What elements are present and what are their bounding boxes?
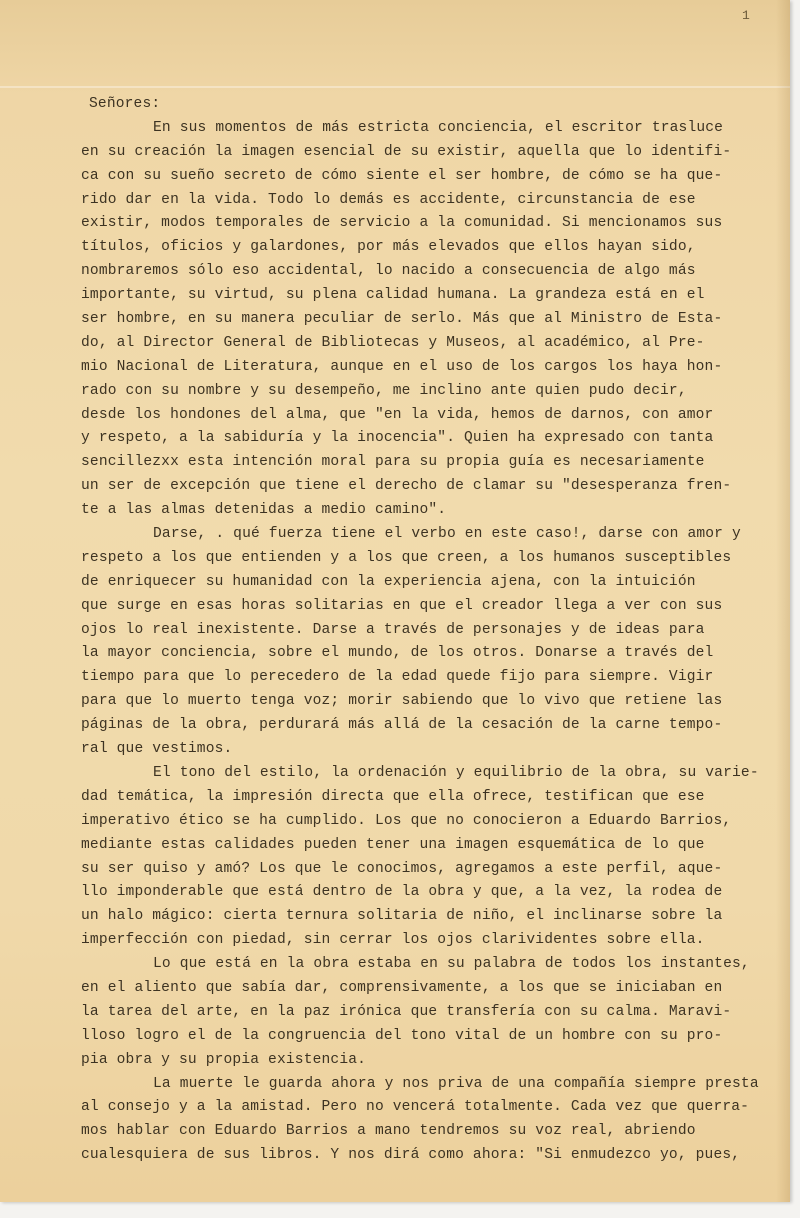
text-line: ral que vestimos.	[81, 741, 233, 758]
text-line: imperfección con piedad, sin cerrar los ojos clarividentes sobre ella.	[81, 932, 705, 949]
text-line: do, al Director General de Bibliotecas y Museos, al académico, al Pre-	[81, 334, 705, 351]
text-line: al consejo y a la amistad. Pero no vencerá totalmente. Cada vez que querra-	[81, 1099, 750, 1116]
document-body	[81, 93, 781, 1168]
text-line: su ser quiso y amó? Los que le conocimos, agregamos a este perfil, aque-	[81, 860, 723, 877]
text-line: imperativo ético se ha cumplido. Los que no conocieron a Eduardo Barrios,	[81, 812, 732, 829]
text-line: nombraremos sólo eso accidental, lo nacido a consecuencia de algo más	[81, 263, 696, 280]
text-line: lloso logro el de la congruencia del tono vital de un hombre con su pro-	[81, 1027, 723, 1044]
paper-fold-line	[0, 86, 790, 88]
text-line: ojos lo real inexistente. Darse a través de personajes y de ideas para	[81, 621, 705, 638]
text-line: llo imponderable que está dentro de la obra y que, a la vez, la rodea de	[81, 884, 723, 901]
text-line: sencillezxx esta intención moral para su propia guía es necesariamente	[81, 454, 705, 471]
salutation: Señores:	[89, 96, 161, 112]
text-line: cualesquiera de sus libros. Y nos dirá como ahora: "Si enmudezco yo, pues,	[81, 1147, 741, 1164]
text-line: para que lo muerto tenga voz; morir sabiendo que lo vivo que retiene las	[81, 693, 723, 710]
text-line: de enriquecer su humanidad con la experiencia ajena, con la intuición	[81, 573, 696, 590]
text-line: la tarea del arte, en la paz irónica que transfería con su calma. Maravi-	[81, 1003, 732, 1020]
text-line: ca con su sueño secreto de cómo siente el ser hombre, de cómo se ha que-	[81, 167, 723, 184]
text-line: ser hombre, en su manera peculiar de serlo. Más que al Ministro de Esta-	[81, 311, 723, 328]
page-number: 1	[742, 8, 750, 23]
text-line: desde los hondones del alma, que "en la vida, hemos de darnos, con amor	[81, 406, 714, 423]
text-line: páginas de la obra, perdurará más allá de la cesación de la carne tempo-	[81, 717, 723, 734]
text-line: mos hablar con Eduardo Barrios a mano tendremos su voz real, abriendo	[81, 1123, 696, 1140]
text-line: mio Nacional de Literatura, aunque en el uso de los cargos los haya hon-	[81, 358, 723, 375]
text-line: un ser de excepción que tiene el derecho de clamar su "desesperanza fren-	[81, 478, 732, 495]
text-line: importante, su virtud, su plena calidad humana. La grandeza está en el	[81, 287, 705, 304]
text-line: existir, modos temporales de servicio a la comunidad. Si mencionamos sus	[81, 215, 723, 232]
text-line: respeto a los que entienden y a los que creen, a los humanos susceptibles	[81, 549, 732, 566]
text-line: dad temática, la impresión directa que ella ofrece, testifican que ese	[81, 788, 705, 805]
text-line: en el aliento que sabía dar, comprensivamente, a los que se iniciaban en	[81, 979, 723, 996]
paragraph-first-line: El tono del estilo, la ordenación y equilibrio de la obra, su varie-	[153, 764, 759, 781]
text-line: títulos, oficios y galardones, por más elevados que ellos hayan sido,	[81, 239, 696, 256]
text-line: que surge en esas horas solitarias en que el creador llega a ver con sus	[81, 597, 723, 614]
text-line: tiempo para que lo perecedero de la edad quede fijo para siempre. Vigir	[81, 669, 714, 686]
text-line: un halo mágico: cierta ternura solitaria de niño, el inclinarse sobre la	[81, 908, 723, 925]
paragraph-first-line: En sus momentos de más estricta conciencia, el escritor trasluce	[153, 119, 724, 136]
text-line: rado con su nombre y su desempeño, me inclino ante quien pudo decir,	[81, 382, 687, 399]
text-line: en su creación la imagen esencial de su existir, aquella que lo identifi-	[81, 143, 732, 160]
text-line: la mayor conciencia, sobre el mundo, de los otros. Donarse a través del	[81, 645, 714, 662]
text-line: te a las almas detenidas a medio camino".	[81, 502, 447, 519]
paragraph-first-line: La muerte le guarda ahora y nos priva de una compañía siempre presta	[153, 1075, 759, 1092]
paragraph-first-line: Darse, . qué fuerza tiene el verbo en este caso!, darse con amor y	[153, 526, 741, 543]
text-line: mediante estas calidades pueden tener una imagen esquemática de lo que	[81, 836, 705, 853]
text-line: y respeto, a la sabiduría y la inocencia". Quien ha expresado con tanta	[81, 430, 714, 447]
text-line: rido dar en la vida. Todo lo demás es accidente, circunstancia de ese	[81, 191, 696, 208]
text-line: pia obra y su propia existencia.	[81, 1051, 367, 1068]
paragraph-first-line: Lo que está en la obra estaba en su palabra de todos los instantes,	[153, 956, 750, 973]
